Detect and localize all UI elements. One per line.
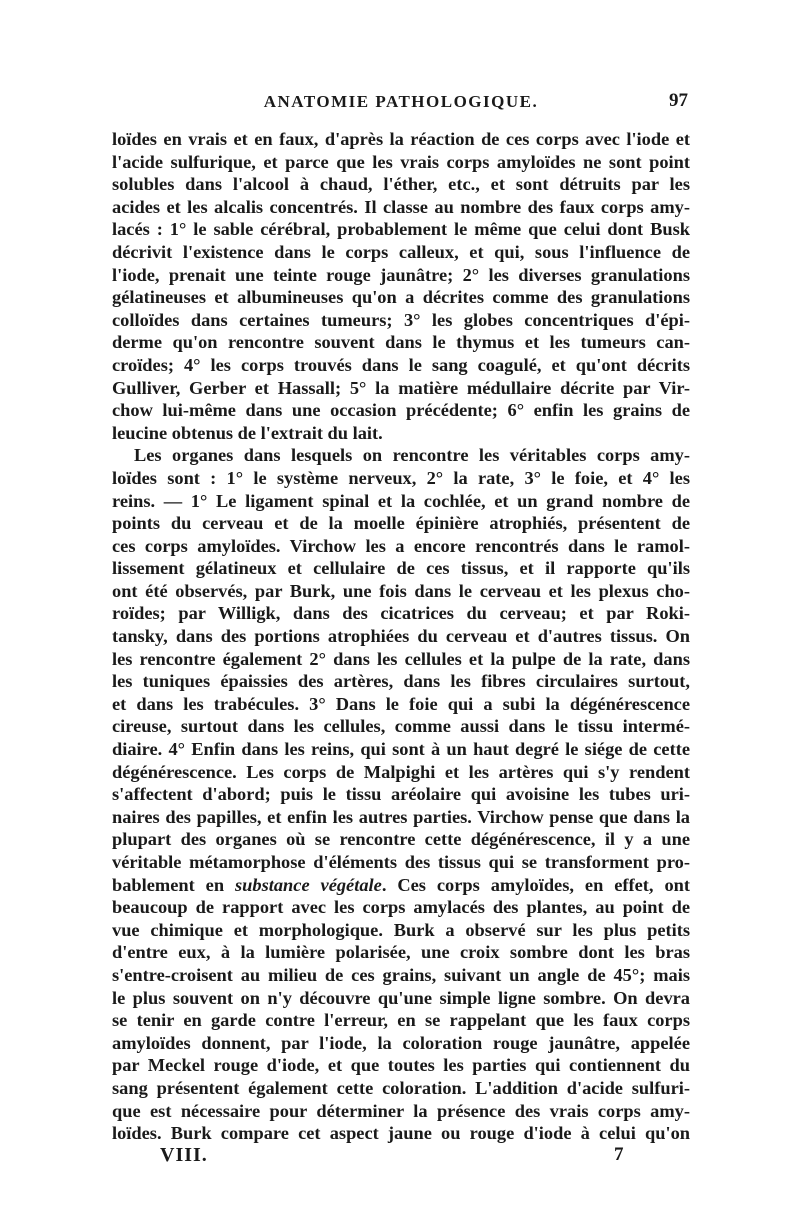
text-line: beaucoup de rapport avec les corps amylacés des plantes, au point de	[112, 897, 690, 918]
text-line: le plus souvent on n'y découvre qu'une simple ligne sombre. On devra	[112, 987, 690, 1008]
text-line: l'acide sulfurique, et parce que les vrais corps amyloïdes ne sont point	[112, 151, 690, 172]
text-line: Les organes dans lesquels on rencontre les véritables corps amy-	[134, 445, 690, 466]
text-line: colloïdes dans certaines tumeurs; 3° les globes concentriques d'épi-	[112, 309, 690, 330]
text-line: croïdes; 4° les corps trouvés dans le sang coagulé, et qu'ont décrits	[112, 354, 690, 375]
text-line: derme qu'on rencontre souvent dans le thymus et les tumeurs can-	[112, 332, 690, 353]
text-line: lacés : 1° le sable cérébral, probablement le même que celui dont Busk	[112, 219, 690, 240]
page-number: 97	[669, 90, 688, 111]
text-line: acides et les alcalis concentrés. Il classe au nombre des faux corps amy-	[112, 196, 690, 217]
text-line: diaire. 4° Enfin dans les reins, qui sont à un haut degré le siége de cette	[112, 739, 690, 760]
line-tail: . Ces corps amyloïdes, en effet, ont	[381, 874, 690, 895]
text-line: leucine obtenus de l'extrait du lait.	[112, 422, 383, 443]
text-line: ces corps amyloïdes. Virchow les a encore rencontrés dans le ramol-	[112, 535, 690, 556]
text-line: s'entre-croisent au milieu de ces grains, suivant un angle de 45°; mais	[112, 964, 690, 985]
line-lead: bablement en	[112, 874, 225, 895]
text-line: points du cerveau et de la moelle épinière atrophiés, présentent de	[112, 513, 690, 534]
text-line: décrivit l'existence dans le corps calleux, et qui, sous l'influence de	[112, 241, 690, 262]
running-title: ANATOMIE PATHOLOGIQUE.	[263, 92, 539, 111]
text-line: s'affectent d'abord; puis le tissu aréolaire qui avoisine les tubes uri-	[112, 784, 690, 805]
text-line: plupart des organes où se rencontre cette dégénérescence, il y a une	[112, 829, 690, 850]
body-text	[112, 128, 690, 1145]
text-line: loïdes en vrais et en faux, d'après la réaction de ces corps avec l'iode et	[112, 129, 690, 149]
italic-term: substance végétale	[235, 874, 382, 895]
text-line: amyloïdes donnent, par l'iode, la coloration rouge jaunâtre, appelée	[112, 1032, 690, 1053]
text-line: reins. — 1° Le ligament spinal et la cochlée, et un grand nombre de	[112, 490, 690, 511]
text-line: loïdes. Burk compare cet aspect jaune ou rouge d'iode à celui qu'on	[112, 1123, 690, 1144]
text-line: gélatineuses et albumineuses qu'on a décrites comme des granulations	[112, 287, 690, 308]
text-line: véritable métamorphose d'éléments des tissus qui se transforment pro-	[112, 852, 690, 872]
folio-number: 7	[614, 1144, 624, 1165]
signature-mark: VIII.	[160, 1144, 208, 1166]
text-line-with-italic	[112, 874, 690, 897]
text-line: que est nécessaire pour déterminer la présence des vrais corps amy-	[112, 1100, 690, 1121]
text-line: Gulliver, Gerber et Hassall; 5° la matière médullaire décrite par Vir-	[112, 377, 690, 398]
text-line: l'iode, prenait une teinte rouge jaunâtre; 2° les diverses granulations	[112, 264, 690, 285]
text-line: lissement gélatineux et cellulaire de ces tissus, et il rapporte qu'ils	[112, 558, 690, 579]
text-line: roïdes; par Willigk, dans des cicatrices du cerveau; et par Roki-	[112, 603, 690, 624]
text-line: sang présentent également cette coloration. L'addition d'acide sulfuri-	[112, 1077, 690, 1098]
text-line: cireuse, surtout dans les cellules, comme aussi dans le tissu intermé-	[112, 716, 690, 737]
text-line: dégénérescence. Les corps de Malpighi et les artères qui s'y rendent	[112, 761, 690, 782]
running-head	[112, 92, 690, 120]
text-line: d'entre eux, à la lumière polarisée, une croix sombre dont les bras	[112, 942, 690, 963]
text-line: loïdes sont : 1° le système nerveux, 2° la rate, 3° le foie, et 4° les	[112, 467, 690, 488]
text-line: vue chimique et morphologique. Burk a observé sur les plus petits	[112, 919, 690, 940]
text-line: ont été observés, par Burk, une fois dans le cerveau et les plexus cho-	[112, 580, 690, 601]
text-line: par Meckel rouge d'iode, et que toutes les parties qui contiennent du	[112, 1055, 690, 1076]
text-line: se tenir en garde contre l'erreur, en se rappelant que les faux corps	[112, 1010, 690, 1031]
text-line: solubles dans l'alcool à chaud, l'éther, etc., et sont détruits par les	[112, 174, 690, 195]
text-line: chow lui-même dans une occasion précédente; 6° enfin les grains de	[112, 400, 690, 421]
text-line: naires des papilles, et enfin les autres parties. Virchow pense que dans la	[112, 806, 690, 827]
text-line: les rencontre également 2° dans les cellules et la pulpe de la rate, dans	[112, 648, 690, 669]
text-line: et dans les trabécules. 3° Dans le foie qui a subi la dégénérescence	[112, 693, 690, 714]
text-line: les tuniques épaissies des artères, dans les fibres circulaires surtout,	[112, 671, 690, 692]
text-line: tansky, dans des portions atrophiées du cerveau et d'autres tissus. On	[112, 626, 690, 647]
